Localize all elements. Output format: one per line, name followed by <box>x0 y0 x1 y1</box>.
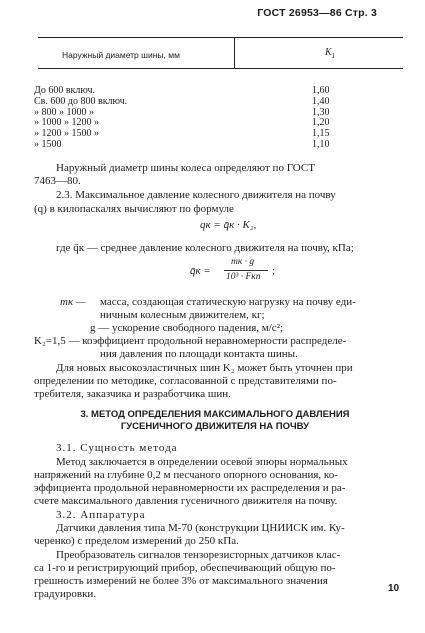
table-row-label: » 1200 » 1500 » <box>34 128 99 139</box>
formula-mean-pressure-end: ; <box>272 265 276 277</box>
def-k2: K₂=1,5 — коэффициент продольной неравномерности распределе- <box>34 335 347 347</box>
paragraph-where: где q̄к — среднее давление колесного движителя на почву, кПа; <box>56 242 354 254</box>
paragraph-method: Метод заключается в определении осевой эпюры нормальных <box>56 456 348 468</box>
paragraph-2-3-cont: (q) в килопаскалях вычисляют по формуле <box>34 203 234 215</box>
table-col2-symbol: K <box>325 47 332 58</box>
paragraph-converter-cont3: градуировки. <box>34 588 97 600</box>
paragraph-method-cont3: счете максимального давления гусеничного движителя на почву. <box>34 495 338 507</box>
table-row-label: Св. 600 до 800 включ. <box>34 96 128 107</box>
table-row-label: » 800 » 1000 » <box>34 107 94 118</box>
formula-mean-pressure-lhs: q̄к = <box>190 265 211 277</box>
paragraph-2-3: 2.3. Максимальное давление колесного движителя на почву <box>56 189 336 201</box>
table-row-label: » 1000 » 1200 » <box>34 117 99 128</box>
table-row-value: 1,10 <box>312 139 330 150</box>
paragraph-method-cont2: эффициента продольной неравномерности их распределения и ра- <box>34 482 346 494</box>
table-col1-header: Наружный диаметр шины, мм <box>62 50 180 60</box>
table-row-value: 1,60 <box>312 85 330 96</box>
def-k2-cont: ния давления по площади контакта шины. <box>100 348 298 360</box>
paragraph-converter: Преобразователь сигналов тензорезисторных датчиков клас- <box>56 549 341 561</box>
table-row-label: » 1500 <box>34 139 62 150</box>
formula-mean-pressure-denominator: 10³ · Fкп <box>226 272 261 282</box>
formula-max-pressure: qк = q̄к · K₂, <box>200 219 257 231</box>
subsection-3-2: 3.2. Аппаратура <box>56 509 146 521</box>
section-3-heading-cont: ГУСЕНИЧНОГО ДВИЖИТЕЛЯ НА ПОЧВУ <box>120 421 310 432</box>
table-top-rule <box>38 37 403 38</box>
subsection-3-1: 3.1. Сущность метода <box>56 442 178 454</box>
paragraph-sensors: Датчики давления типа М-70 (конструкции ЦНИИСК им. Ку- <box>56 522 345 534</box>
table-row-value: 1,20 <box>312 117 330 128</box>
table-row-value: 1,40 <box>312 96 330 107</box>
table-col2-header <box>325 47 335 60</box>
fraction-bar <box>224 270 268 271</box>
paragraph-tyre-diameter-cont: 7463—80. <box>34 175 81 187</box>
table-column-divider <box>234 37 235 68</box>
def-gravity: g — ускорение свободного падения, м/с²; <box>90 322 284 334</box>
paragraph-method-cont1: напряжений на глубине 0,2 м песчаного опорного основания, ко- <box>34 469 338 481</box>
paragraph-tyre-diameter: Наружный диаметр шины колеса определяют по ГОСТ <box>56 162 315 174</box>
page-number: 10 <box>388 583 400 594</box>
running-header: ГОСТ 26953—86 Стр. 3 <box>257 7 377 19</box>
paragraph-new-tyres-cont1: определении по методике, согласованной с представителями по- <box>34 375 337 387</box>
def-mass-cont: ничным колесным движителем, кг; <box>100 309 265 321</box>
table-col2-subscript: 1 <box>331 52 336 60</box>
table-row-label: До 600 включ. <box>34 85 96 96</box>
def-mass: масса, создающая статическую нагрузку на почву еди- <box>100 296 356 308</box>
paragraph-new-tyres: Для новых высокоэластичных шин K₂ может быть уточнен при <box>56 362 353 374</box>
paragraph-sensors-cont: черенко) с пределом измерений до 250 кПа. <box>34 535 239 547</box>
paragraph-converter-cont1: са 1-го и регистрирующий прибор, обеспечивающий общую по- <box>34 562 336 574</box>
paragraph-converter-cont2: грешность измерений не более 3% от максимального значения <box>34 575 328 587</box>
formula-mean-pressure-numerator: mк · g <box>231 257 255 267</box>
table-row-value: 1,30 <box>312 107 330 118</box>
table-row-value: 1,15 <box>312 128 330 139</box>
paragraph-new-tyres-cont2: требителя, заказчика и разработчика шин. <box>34 388 231 400</box>
def-mass-symbol: mк — <box>60 296 86 308</box>
table-header-rule <box>38 68 403 69</box>
section-3-heading: 3. МЕТОД ОПРЕДЕЛЕНИЯ МАКСИМАЛЬНОГО ДАВЛЕНИЯ <box>80 409 350 420</box>
